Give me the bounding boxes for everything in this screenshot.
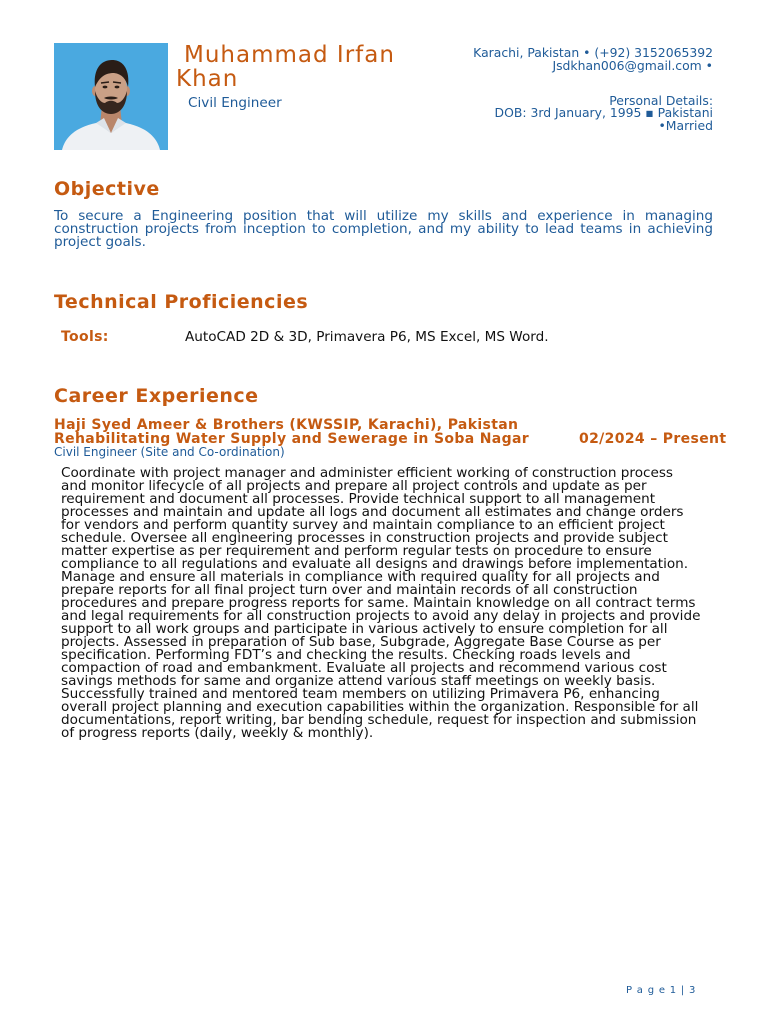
career-experience-heading: Career Experience [54,385,259,407]
photo-eye-left [103,86,108,89]
job-description-line: prepare reports for all final project turn over and maintain records of all construction [61,581,638,598]
job-project: Rehabilitating Water Supply and Sewerage in Soba Nagar [54,431,530,447]
tools-value: AutoCAD 2D & 3D, Primavera P6, MS Excel, MS Word. [185,328,549,345]
photo-eyebrow-left [101,82,109,83]
profile-photo-image [54,43,168,150]
location-phone: Karachi, Pakistan • (+92) 3152065392 [473,45,713,60]
job-description-line: procedures and prepare progress reports for same. Maintain knowledge on all contract terms [61,594,696,611]
job-description-line: schedule. Oversee all engineering processes in construction projects and provide subject [61,529,668,546]
job-description-line: compaction of road and embankment. Evaluate all projects and recommend various cost [61,659,667,676]
job-description-line: projects. Assessed in preparation of Sub base, Subgrade, Aggregate Base Course as per [61,633,661,650]
marital-status: •Married [658,117,713,133]
page-number: P a g e 1 | 3 [626,985,697,996]
personal-details-label: Personal Details: [609,92,713,108]
job-description-line: processes and maintain and update all logs and document all estimates and change orders [61,503,684,520]
profile-photo [54,43,168,150]
objective-text: To secure a Engineering position that will utilize my skills and experience in managing construction projects from inception to completion, and my ability to lead teams in achieving project goals. [54,207,713,250]
email-address: Jsdkhan006@gmail.com • [552,58,713,73]
candidate-title: Civil Engineer [188,95,282,111]
technical-proficiencies-heading: Technical Proficiencies [54,291,309,313]
job-description-line: compliance to all regulations and evaluate all designs and drawings before implementation. [61,555,689,572]
tools-label: Tools: [61,329,109,345]
job-description-line: savings methods for same and organize attend various staff meetings on weekly basis. [61,672,656,689]
job-description-line: requirement and document all processes. Provide technical support to all management [61,490,656,507]
photo-eye-right [115,86,120,89]
contact-block [473,46,713,72]
job-description-line: matter expertise as per requirement and perform regular tests on procedure to ensure [61,542,652,559]
job-description-line: Successfully trained and mentored team members on utilizing Primavera P6, enhancing [61,685,660,702]
objective-heading: Objective [54,178,160,200]
job-description-line: and monitor lifecycle of all projects and prepare all project controls and update as per [61,477,647,494]
job-description-line: and legal requirements for all construction projects to avoid any delay in projects and provide [61,607,701,624]
job-description-line: of progress reports (daily, weekly & monthly). [61,724,374,741]
job-role: Civil Engineer (Site and Co-ordination) [54,445,285,459]
job-description [61,464,701,741]
photo-eyebrow-right [113,82,121,83]
job-description-line: specification. Performing FDT’s and checking the results. Checking roads levels and [61,646,631,663]
job-description-line: overall project planning and execution capabilities within the organization. Responsible for all [61,698,699,715]
dob-nationality: DOB: 3rd January, 1995 ▪ Pakistani [494,105,713,120]
personal-details-block [494,92,713,133]
job-description-line: support to all work groups and participate in various actively to ensure completion for all [61,620,668,637]
job-company: Haji Syed Ameer & Brothers (KWSSIP, Karachi), Pakistan [54,417,519,433]
job-description-line: documentations, report writing, bar bending schedule, request for inspection and submission [61,711,697,728]
job-description-line: Coordinate with project manager and administer efficient working of construction process [61,464,674,481]
job-dates: 02/2024 – Present [579,431,727,447]
candidate-name: Muhammad Irfan Khan [176,42,395,92]
job-description-line: Manage and ensure all materials in compliance with required quality for all projects and [61,568,660,585]
job-description-line: for vendors and perform quantity survey and maintain compliance to an efficient project [61,516,665,533]
